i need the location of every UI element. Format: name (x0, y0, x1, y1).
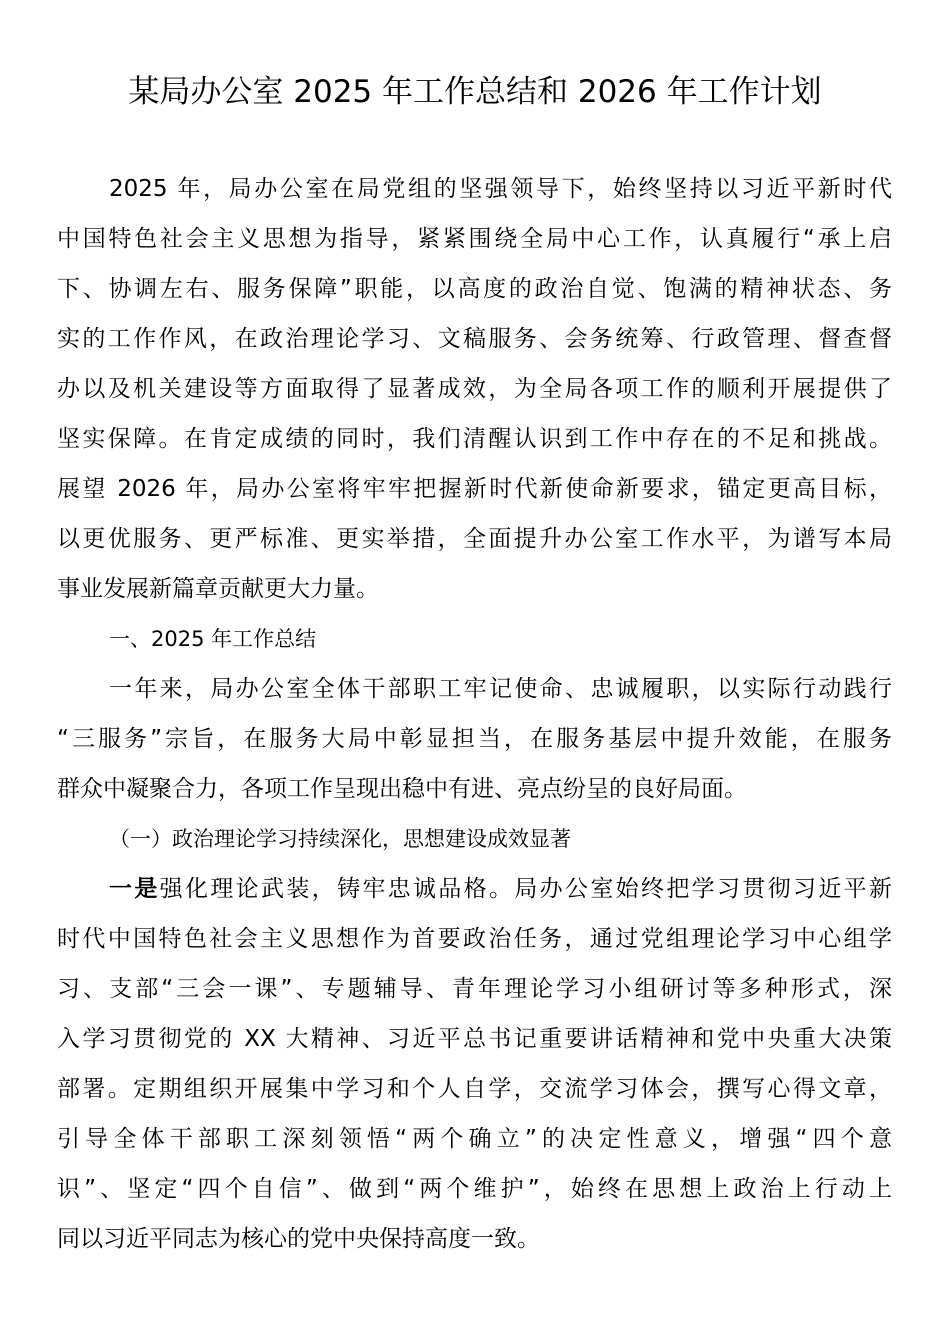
text-line: 习、支部“三会一课”、专题辅导、青年理论学习小组研讨等多种形式，深 (57, 976, 892, 1002)
subsection-heading: （一）政治理论学习持续深化，思想建设成效显著 (109, 827, 571, 851)
text-line: “三服务”宗旨，在服务大局中彰显担当，在服务基层中提升效能，在服务 (57, 726, 892, 752)
text-line: 时代中国特色社会主义思想作为首要政治任务，通过党组理论学习中心组学 (57, 926, 892, 952)
text-line: 2025 年，局办公室在局党组的坚强领导下，始终坚持以习近平新时代 (109, 176, 892, 202)
text-line: 部署。定期组织开展集中学习和个人自学，交流学习体会，撰写心得文章， (57, 1076, 892, 1102)
text-line: 办以及机关建设等方面取得了显著成效，为全局各项工作的顺利开展提供了 (57, 376, 892, 402)
text-line: 引导全体干部职工深刻领悟“两个确立”的决定性意义，增强“四个意 (57, 1126, 892, 1152)
text-line: 同以习近平同志为核心的党中央保持高度一致。 (57, 1226, 540, 1252)
text-line: 以更优服务、更严标准、更实举措，全面提升办公室工作水平，为谱写本局 (57, 526, 892, 552)
document-title: 某局办公室 2025 年工作总结和 2026 年工作计划 (128, 74, 822, 110)
text-line: 坚实保障。在肯定成绩的同时，我们清醒认识到工作中存在的不足和挑战。 (57, 426, 892, 452)
text-line: 群众中凝聚合力，各项工作呈现出稳中有进、亮点纷呈的良好局面。 (57, 776, 747, 802)
text-line: 入学习贯彻党的 XX 大精神、习近平总书记重要讲话精神和党中央重大决策 (57, 1026, 892, 1052)
paragraph-theory-study (57, 864, 892, 1264)
text-span: 强化理论武装，铸牢忠诚品格。局办公室始终把学习贯彻习近平新 (159, 876, 893, 902)
text-line (57, 864, 892, 914)
text-line: 识”、坚定“四个自信”、做到“两个维护”，始终在思想上政治上行动上 (57, 1176, 892, 1202)
document-body (57, 164, 892, 1264)
text-line: 展望 2026 年，局办公室将牢牢把握新时代新使命新要求，锚定更高目标， (57, 476, 892, 502)
section-heading: 一、2025 年工作总结 (109, 627, 317, 651)
paragraph-intro (57, 164, 892, 614)
text-line: 中国特色社会主义思想为指导，紧紧围绕全局中心工作，认真履行“承上启 (57, 226, 892, 252)
text-line: 实的工作作风，在政治理论学习、文稿服务、会务统筹、行政管理、督查督 (57, 326, 892, 352)
text-line: 事业发展新篇章贡献更大力量。 (57, 576, 379, 602)
paragraph-summary (57, 664, 892, 814)
text-line: 下、协调左右、服务保障”职能，以高度的政治自觉、饱满的精神状态、务 (57, 276, 892, 302)
lead-bold-label: 一是 (109, 876, 160, 902)
text-line: 一年来，局办公室全体干部职工牢记使命、忠诚履职，以实际行动践行 (109, 676, 892, 702)
